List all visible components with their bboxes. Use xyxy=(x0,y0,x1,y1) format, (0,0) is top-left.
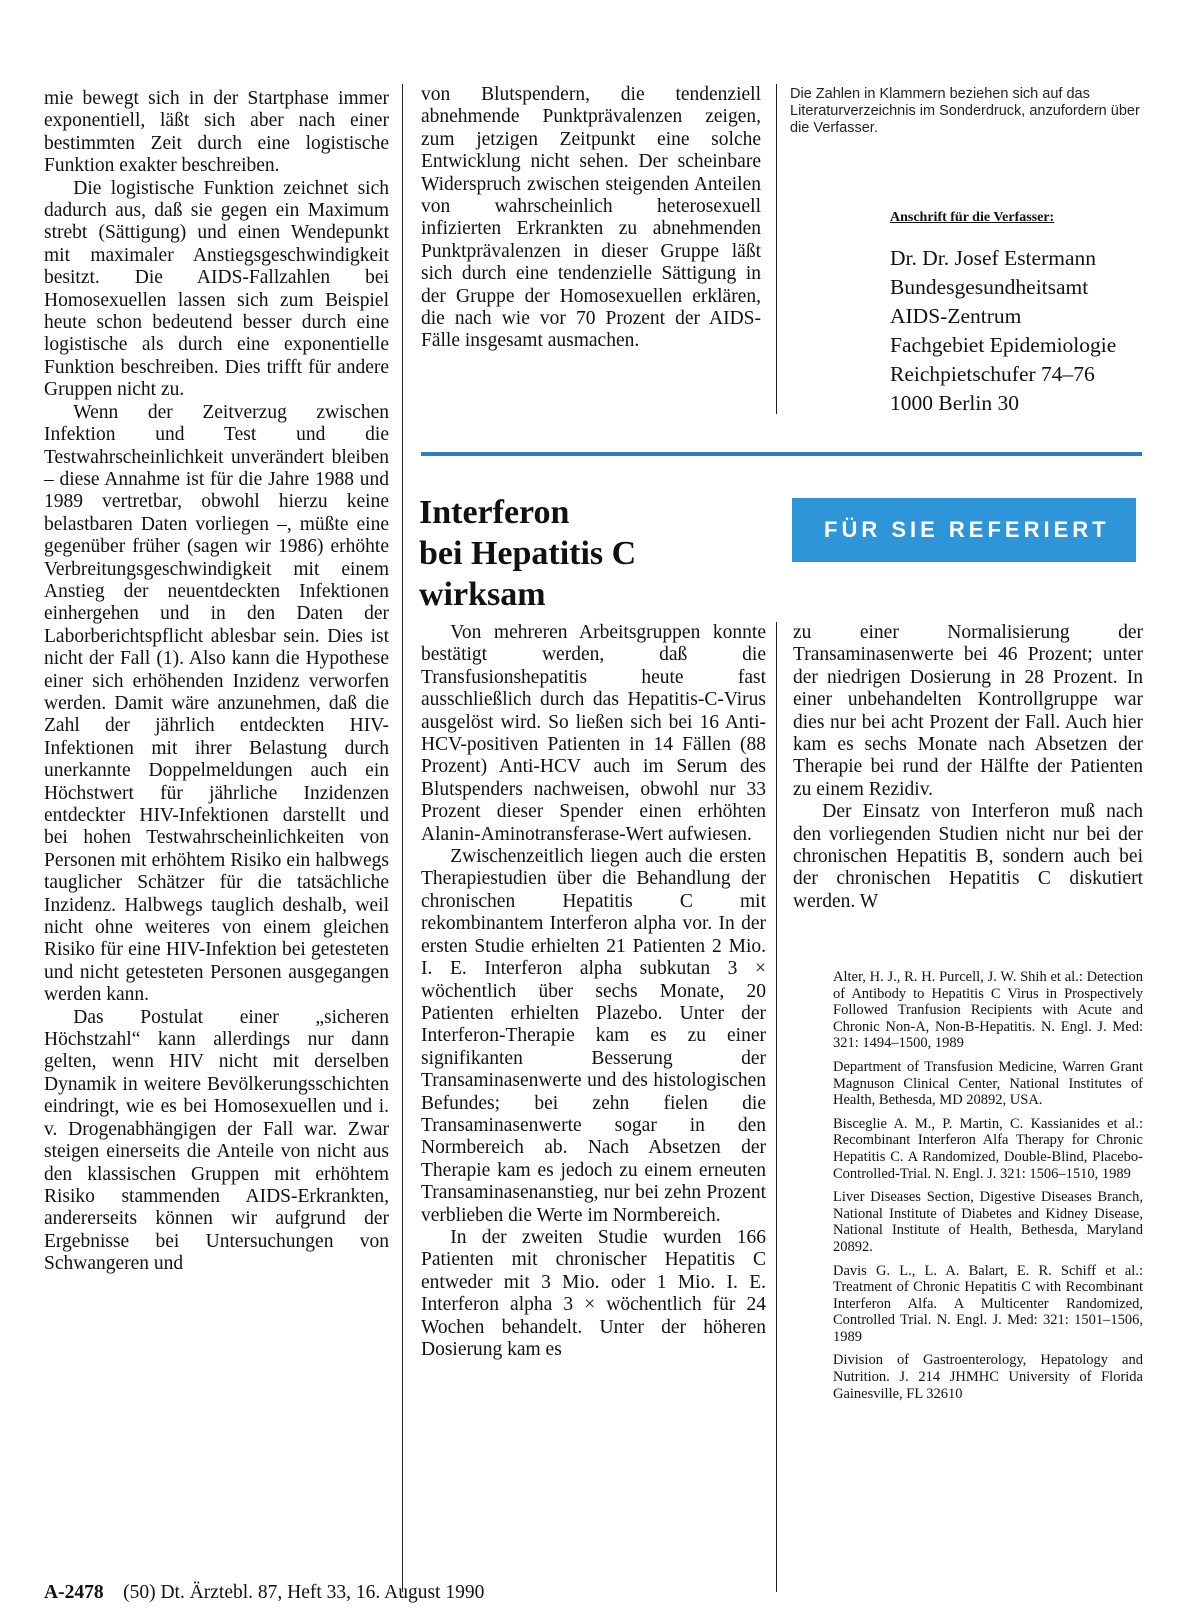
headline-line: wirksam xyxy=(419,576,546,613)
article-headline xyxy=(419,492,749,615)
address-heading: Anschrift für die Verfasser: xyxy=(890,210,1055,225)
address-line: Reichpietschufer 74–76 xyxy=(890,362,1095,386)
journal-citation: (50) Dt. Ärztebl. 87, Heft 33, 16. August 1990 xyxy=(123,1582,485,1603)
paragraph: von Blutspendern, die tendenziell abnehmende Punktprävalenzen zeigen, zum jetzigen Zeitpunkt eine solche Entwicklung nicht sehen. Der scheinbare Widerspruch zwischen steigenden Anteilen von wahrscheinlich heterosexuell infizierten Erkrankten zu abnehmenden Punktprävalenzen in dieser Gruppe läßt sich durch eine tendenzielle Sättigung in der Gruppe der Homosexuellen erklären, die nach wie vor 70 Prozent der AIDS-Fälle insgesamt ausmachen. xyxy=(421,84,761,352)
paragraph: zu einer Normalisierung der Transaminasenwerte bei 46 Prozent; unter der niedrigen Dosierung in 28 Prozent. In einer unbehandelten Kontrollgruppe war dies nur bei acht Prozent der Fall. Auch hier kam es sechs Monate nach Absetzen der Therapie bei rund der Hälfte der Patienten zu einem Rezidiv. xyxy=(793,622,1143,800)
column-1 xyxy=(44,88,389,1276)
column-4 xyxy=(793,622,1143,913)
headline-line: Interferon xyxy=(419,494,570,531)
headline-line: bei Hepatitis C xyxy=(419,535,637,572)
paragraph: Wenn der Zeitverzug zwischen Infektion und Test und die Testwahrscheinlichkeit unverändert bleiben – diese Annahme ist für die Jahre 1988 und 1989 vertretbar, obwohl hierzu keine belastbaren Daten vorliegen –, müßte eine gegenüber früher (sagen wir 1986) erhöhte Verbreitungsgeschwindigkeit mit einem Anstieg der neuentdeckten Infektionen einhergehen und in den Daten der Laborberichtspflicht ablesbar sein. Dies ist nicht der Fall (1). Also kann die Hypothese einer sich erhöhenden Inzidenz verworfen werden. Damit wäre anzunehmen, daß die Zahl der jährlich entdeckten HIV-Infektionen mit ihrer Belastung durch unerkannte Doppelmeldungen auch ein Höchstwert für jährliche Inzidenzen entdeckter HIV-Infektionen darstellt und bei hohen Testwahrscheinlichkeiten von Personen mit erhöhtem Risiko ein halbwegs tauglicher Schätzer für die tatsächliche Inzidenz. Halbwegs tauglich deshalb, weil nicht ohne weiteres von einem gleichen Risiko für eine HIV-Infektion bei getesteten und nicht getesteten Personen ausgegangen werden kann. xyxy=(44,401,389,1006)
reference-item: Liver Diseases Section, Digestive Diseases Branch, National Institute of Diabetes and Kidney Disease, National Institute of Health, Bethesda, Maryland 20892. xyxy=(833,1189,1143,1255)
reference-item: Bisceglie A. M., P. Martin, C. Kassianides et al.: Recombinant Interferon Alfa Therapy for Chronic Hepatitis C. A Randomized, Double-Blind, Placebo-Controlled-Trial. N. Engl. J. 321: 1506–1510, 1989 xyxy=(833,1115,1143,1182)
column-divider xyxy=(776,84,777,414)
address-line: AIDS-Zentrum xyxy=(890,304,1022,328)
paragraph: mie bewegt sich in der Startphase immer exponentiell, läßt sich aber nach einer bestimmten Zeit durch eine logistische Funktion exakter beschreiben. xyxy=(44,88,389,177)
column-3 xyxy=(421,622,766,1361)
reference-item: Division of Gastroenterology, Hepatology and Nutrition. J. 214 JHMHC University of Florida Gainesville, FL 32610 xyxy=(833,1352,1143,1402)
reference-note: Die Zahlen in Klammern beziehen sich auf das Literaturverzeichnis im Sonderdruck, anzufordern über die Verfasser. xyxy=(790,86,1140,136)
paragraph: Der Einsatz von Interferon muß nach den vorliegenden Studien nicht nur bei der chronischen Hepatitis B, sondern auch bei der chronischen Hepatitis C diskutiert werden. W xyxy=(793,801,1143,912)
reference-item: Department of Transfusion Medicine, Warren Grant Magnuson Clinical Center, National Institutes of Health, Bethesda, MD 20892, USA. xyxy=(833,1058,1143,1109)
paragraph: Das Postulat einer „sicheren Höchstzahl“ kann allerdings nur dann gelten, wenn HIV nicht mit derselben Dynamik in weitere Bevölkerungsschichten eindringt, wie es bei Homosexuellen und i. v. Drogenabhängigen der Fall war. Zwar steigen einerseits die Anteile von nicht aus den klassischen Gruppen mit erhöhtem Risiko stammenden AIDS-Erkrankten, andererseits können wir aufgrund der Ergebnisse bei Untersuchungen von Schwangeren und xyxy=(44,1006,389,1275)
section-banner: FÜR SIE REFERIERT xyxy=(792,498,1136,562)
paragraph: Zwischenzeitlich liegen auch die ersten Therapiestudien über die Behandlung der chronischen Hepatitis C mit rekombinantem Interferon alpha vor. In der ersten Studie erhielten 21 Patienten 2 Mio. I. E. Interferon alpha subkutan 3 × wöchentlich über sechs Monate, 20 Patienten erhielten Plazebo. Unter der Interferon-Therapie kam es zu einer signifikanten Besserung der Transaminasenwerte und des histologischen Befundes; bei zehn fielen die Transaminasenwerte sogar in den Normbereich ab. Nach Absetzen der Therapie kam es jedoch zu einem erneuten Transaminasenanstieg, nur bei zehn Prozent verblieben die Werte im Normbereich. xyxy=(421,846,766,1226)
section-rule xyxy=(421,452,1142,456)
reference-item: Davis G. L., L. A. Balart, E. R. Schiff et al.: Treatment of Chronic Hepatitis C with Recombinant Interferon Alfa. A Multicenter Randomized, Controlled Trial. N. Engl. J. Med: 321: 1501–1506, 1989 xyxy=(833,1262,1143,1345)
address-line: Fachgebiet Epidemiologie xyxy=(890,333,1117,357)
reference-list xyxy=(833,969,1143,1409)
column-divider xyxy=(776,622,777,1592)
page-number: A-2478 xyxy=(44,1582,104,1603)
paragraph: In der zweiten Studie wurden 166 Patienten mit chronischer Hepatitis C entweder mit 3 Mio. oder 1 Mio. I. E. Interferon alpha 3 × wöchentlich für 24 Wochen behandelt. Unter der höheren Dosierung kam es xyxy=(421,1226,766,1360)
address-line: 1000 Berlin 30 xyxy=(890,391,1019,415)
page-footer xyxy=(44,1582,484,1604)
column-divider xyxy=(402,84,403,1592)
address-line: Bundesgesundheitsamt xyxy=(890,275,1089,299)
author-address xyxy=(890,244,1116,418)
reference-item: Alter, H. J., R. H. Purcell, J. W. Shih et al.: Detection of Antibody to Hepatitis C Virus in Prospectively Followed Tranfusion Recipients with Acute and Chronic Non-A, Non-B-Hepatitis. N. Engl. J. Med: 321: 1494–1500, 1989 xyxy=(833,969,1143,1052)
paragraph: Die logistische Funktion zeichnet sich dadurch aus, daß sie gegen ein Maximum strebt (Sättigung) und einen Wendepunkt mit maximaler Anstiegsgeschwindigkeit besitzt. Die AIDS-Fallzahlen bei Homosexuellen lassen sich zum Beispiel heute schon bedeutend besser durch eine logistische als durch eine exponentielle Funktion beschreiben. Dies trifft für andere Gruppen nicht zu. xyxy=(44,177,389,401)
address-line: Dr. Dr. Josef Estermann xyxy=(890,246,1097,270)
column-2 xyxy=(421,84,761,353)
paragraph: Von mehreren Arbeitsgruppen konnte bestätigt werden, daß die Transfusionshepatitis heute fast ausschließlich durch das Hepatitis-C-Virus ausgelöst wird. So ließen sich bei 16 Anti-HCV-positiven Patienten in 14 Fällen (88 Prozent) Anti-HCV auch im Serum des Blutspenders nachweisen, obwohl nur 33 Prozent dieser Spender einen erhöhten Alanin-Aminotransferase-Wert aufwiesen. xyxy=(421,622,766,845)
